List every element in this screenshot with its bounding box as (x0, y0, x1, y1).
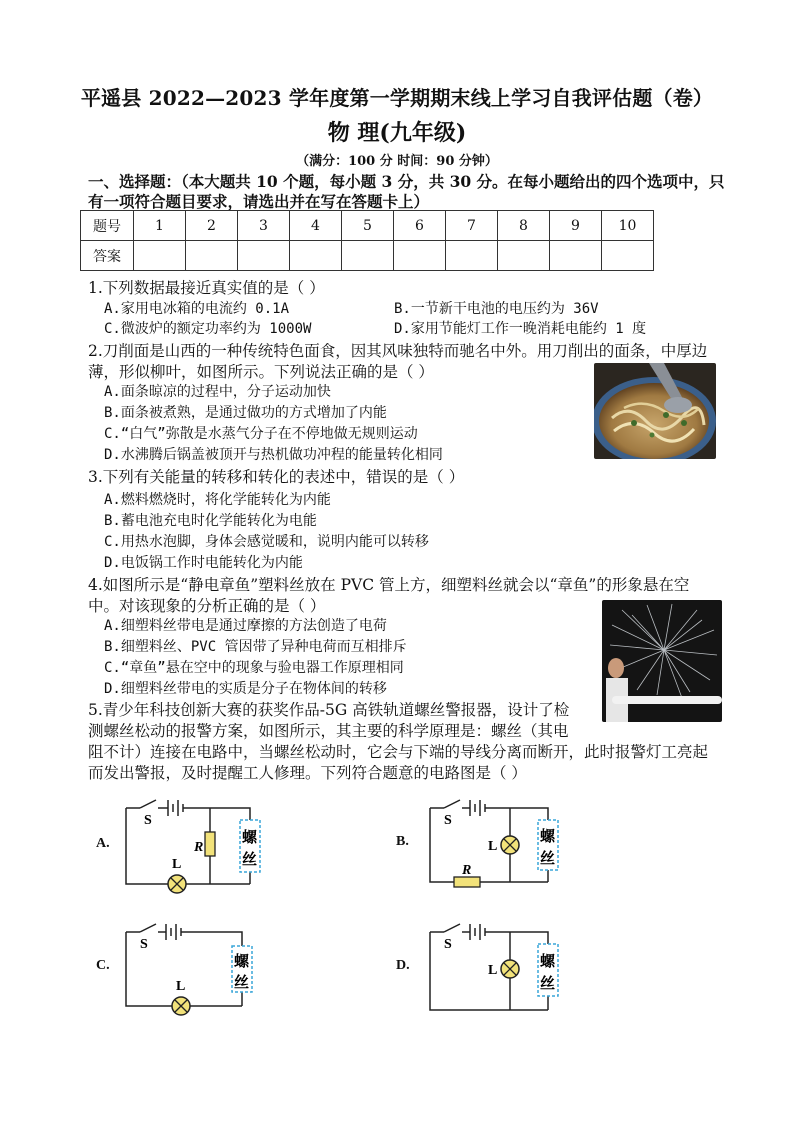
section-heading-line2: 有一项符合题目要求，请选出并在写在答题卡上） (88, 192, 430, 211)
circuit-c-label: C. (96, 958, 110, 973)
exam-subject: 物 理(九年级) (327, 120, 467, 146)
q3-option-c: C.用热水泡脚，身体会感觉暖和，说明内能可以转移 (104, 534, 429, 550)
question-number-cell: 1 (134, 211, 186, 241)
q3-stem: 3.下列有关能量的转移和转化的表述中，错误的是（ ） (88, 468, 465, 486)
question-number-cell: 5 (342, 211, 394, 241)
q5-stem-line3: 阻不计）连接在电路中，当螺丝松动时，它会与下端的导线分离而断开，此时报警灯工亮起 (88, 743, 709, 761)
exam-meta: （满分：100 分 时间：90 分钟） (296, 154, 498, 169)
noodle-soup-photo (594, 363, 716, 459)
q5-stem-line1: 5.青少年科技创新大赛的获奖作品-5G 高铁轨道螺丝警报器，设计了检 (88, 701, 570, 719)
q1-option-c: C.微波炉的额定功率约为 1000W (104, 321, 312, 337)
answer-cell[interactable] (394, 241, 446, 271)
section-heading-line1: 一、选择题：（本大题共 10 个题，每小题 3 分，共 30 分。在每小题给出的四个选项中，只 (88, 172, 725, 191)
answer-cell[interactable] (134, 241, 186, 271)
q1-option-b: B.一节新干电池的电压约为 36V (394, 301, 599, 317)
exam-title: 平遥县 2022—2023 学年度第一学期期末线上学习自我评估题（卷） (80, 86, 714, 110)
q4-option-b: B.细塑料丝、PVC 管因带了异种电荷而互相排斥 (104, 639, 407, 655)
circuit-d-label: D. (396, 958, 410, 973)
lamp-label: L (172, 857, 182, 872)
question-number-cell: 4 (290, 211, 342, 241)
answer-cell[interactable] (342, 241, 394, 271)
q3-option-b: B.蓄电池充电时化学能转化为电能 (104, 513, 317, 529)
answer-cell[interactable] (446, 241, 498, 271)
lamp-label: L (488, 839, 498, 854)
screw-label-2: 丝 (540, 976, 556, 992)
q2-option-a: A.面条晾凉的过程中，分子运动加快 (104, 384, 331, 400)
switch-label: S (144, 813, 152, 828)
resistor-label: R (194, 840, 204, 855)
row-label-answer: 答案 (81, 241, 134, 271)
answer-cell[interactable] (498, 241, 550, 271)
q2-stem-line1: 2.刀削面是山西的一种传统特色面食，因其风味独特而驰名中外。用刀削出的面条，中厚边 (88, 342, 708, 360)
q2-option-c: C.“白气”弥散是水蒸气分子在不停地做无规则运动 (104, 426, 418, 442)
q1-stem: 1.下列数据最接近真实值的是（ ） (88, 279, 325, 297)
resistor-label: R (462, 863, 472, 878)
resistor-icon (205, 832, 215, 856)
row-label-number: 题号 (81, 211, 134, 241)
answer-table-answer-row (81, 241, 654, 271)
resistor-icon (454, 877, 480, 887)
circuit-a-diagram (120, 796, 270, 896)
circuit-b-diagram (424, 794, 574, 894)
screw-label-1: 螺 (242, 830, 258, 846)
switch-label: S (444, 813, 452, 828)
question-number-cell: 6 (394, 211, 446, 241)
q3-option-a: A.燃料燃烧时，将化学能转化为内能 (104, 492, 331, 508)
answer-cell[interactable] (186, 241, 238, 271)
question-number-cell: 9 (550, 211, 602, 241)
question-number-cell: 7 (446, 211, 498, 241)
screw-label-2: 丝 (234, 975, 250, 991)
q4-option-c: C.“章鱼”悬在空中的现象与验电器工作原理相同 (104, 660, 404, 676)
answer-cell[interactable] (550, 241, 602, 271)
lamp-label: L (176, 979, 186, 994)
screw-label-1: 螺 (540, 954, 556, 970)
q5-stem-line4: 而发出警报，及时提醒工人修理。下列符合题意的电路图是（ ） (88, 764, 527, 782)
q4-option-d: D.细塑料丝带电的实质是分子在物体间的转移 (104, 681, 387, 697)
screw-label-1: 螺 (234, 954, 250, 970)
q3-option-d: D.电饭锅工作时电能转化为内能 (104, 555, 303, 571)
q4-stem-line2: 中。对该现象的分析正确的是（ ） (88, 597, 326, 615)
question-number-cell: 2 (186, 211, 238, 241)
q4-option-a: A.细塑料丝带电是通过摩擦的方法创造了电荷 (104, 618, 387, 634)
question-number-cell: 10 (602, 211, 654, 241)
q1-option-d: D.家用节能灯工作一晚消耗电能约 1 度 (394, 321, 647, 337)
answer-table-number-row (81, 211, 654, 241)
q1-option-a: A.家用电冰箱的电流约 0.1A (104, 301, 290, 317)
answer-table (80, 210, 654, 271)
circuit-d-diagram (424, 918, 574, 1018)
screw-label-1: 螺 (540, 829, 556, 845)
question-number-cell: 3 (238, 211, 290, 241)
q4-stem-line1: 4.如图所示是“静电章鱼”塑料丝放在 PVC 管上方，细塑料丝就会以“章鱼”的形象悬在空 (88, 576, 690, 594)
static-octopus-photo (602, 600, 722, 722)
answer-cell[interactable] (290, 241, 342, 271)
lamp-label: L (488, 963, 498, 978)
screw-label-2: 丝 (540, 851, 556, 867)
q2-stem-line2: 薄，形似柳叶，如图所示。下列说法正确的是（ ） (88, 363, 434, 381)
circuit-b-label: B. (396, 834, 409, 849)
circuit-c-diagram (120, 918, 270, 1018)
switch-label: S (140, 937, 148, 952)
answer-cell[interactable] (238, 241, 290, 271)
q2-option-b: B.面条被煮熟，是通过做功的方式增加了内能 (104, 405, 387, 421)
answer-cell[interactable] (602, 241, 654, 271)
q5-stem-line2: 测螺丝松动的报警方案，如图所示，其主要的科学原理是：螺丝（其电 (88, 722, 569, 740)
circuit-a-label: A. (96, 836, 110, 851)
switch-label: S (444, 937, 452, 952)
q2-option-d: D.水沸腾后锅盖被顶开与热机做功冲程的能量转化相同 (104, 447, 443, 463)
question-number-cell: 8 (498, 211, 550, 241)
screw-label-2: 丝 (242, 852, 258, 868)
